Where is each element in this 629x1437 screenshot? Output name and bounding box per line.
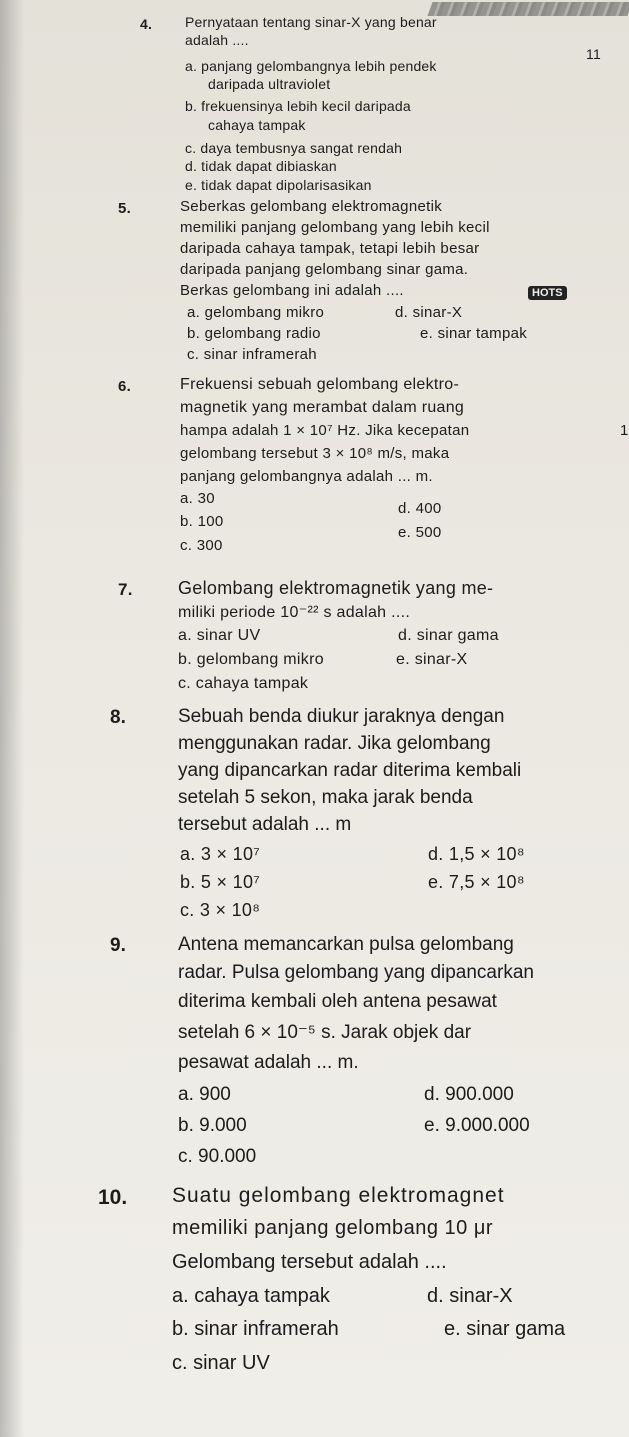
q4-stem-line-2: adalah ....	[185, 32, 249, 48]
q4-option-a: a. panjang gelombangnya lebih pendek	[185, 58, 437, 74]
q5-stem-line-3: daripada cahaya tampak, tetapi lebih besar	[180, 240, 480, 257]
q9-stem-line-3: diterima kembali oleh antena pesawat	[178, 991, 497, 1012]
q4-option-d: d. tidak dapat dibiaskan	[185, 158, 337, 174]
q9-stem-line-1: Antena memancarkan pulsa gelombang	[178, 934, 514, 955]
q4-option-b-cont: cahaya tampak	[208, 117, 306, 133]
q7-stem-line-1: Gelombang elektromagnetik yang me-	[178, 578, 494, 598]
q8-stem-line-3: yang dipancarkan radar diterima kembali	[178, 760, 522, 781]
q6-option-a: a. 30	[180, 490, 215, 507]
q10-option-c: c. sinar UV	[172, 1352, 270, 1374]
q7-option-d: d. sinar gama	[398, 627, 499, 644]
q5-stem-line-5: Berkas gelombang ini adalah ....	[180, 282, 404, 299]
q4-option-a-cont: daripada ultraviolet	[208, 76, 331, 92]
q5-stem-line-4: daripada panjang gelombang sinar gama.	[180, 261, 469, 278]
q4-stem-line-1: Pernyataan tentang sinar-X yang benar	[185, 14, 437, 30]
q8-option-a: a. 3 × 10⁷	[180, 844, 261, 864]
q6-option-e: e. 500	[398, 524, 442, 541]
q10-stem-line-1: Suatu gelombang elektromagnet	[172, 1184, 505, 1207]
q10-option-e: e. sinar gama	[444, 1318, 566, 1340]
q9-option-d: d. 900.000	[424, 1084, 514, 1105]
q10-stem-line-2: memiliki panjang gelombang 10 μr	[172, 1217, 494, 1239]
q6-stem-line-1: Frekuensi sebuah gelombang elektro-	[180, 376, 460, 393]
q6-stem-line-4: gelombang tersebut 3 × 10⁸ m/s, maka	[180, 445, 450, 462]
q9-option-c: c. 90.000	[178, 1146, 257, 1167]
q9-stem-line-5: pesawat adalah ... m.	[178, 1052, 359, 1073]
q10-number: 10.	[98, 1186, 128, 1209]
q10-option-a: a. cahaya tampak	[172, 1285, 330, 1307]
printed-margin-smudge	[427, 2, 629, 16]
q5-option-d: d. sinar-X	[395, 304, 463, 321]
q4-side-mark: 11	[586, 46, 601, 62]
q6-stem-line-5: panjang gelombangnya adalah ... m.	[180, 468, 433, 485]
q4-option-c: c. daya tembusnya sangat rendah	[185, 140, 403, 156]
q8-stem-line-4: setelah 5 sekon, maka jarak benda	[178, 787, 473, 808]
q7-option-a: a. sinar UV	[178, 627, 261, 644]
q5-option-e: e. sinar tampak	[420, 325, 528, 342]
q6-option-c: c. 300	[180, 537, 223, 554]
q6-number: 6.	[118, 378, 132, 395]
q5-stem-line-1: Seberkas gelombang elektromagnetik	[180, 198, 443, 215]
q8-stem-line-5: tersebut adalah ... m	[178, 814, 352, 835]
q9-stem-line-2: radar. Pulsa gelombang yang dipancarkan	[178, 962, 534, 983]
q8-number: 8.	[110, 707, 126, 728]
q9-option-a: a. 900	[178, 1084, 231, 1105]
q7-option-b: b. gelombang mikro	[178, 651, 324, 668]
q6-side-mark: 1	[620, 422, 629, 439]
page-edge-shadow	[0, 0, 24, 1437]
q5-stem-line-2: memiliki panjang gelombang yang lebih kecil	[180, 219, 490, 236]
q8-option-e: e. 7,5 × 10⁸	[428, 872, 525, 892]
q5-option-b: b. gelombang radio	[187, 325, 321, 342]
q4-option-b: b. frekuensinya lebih kecil daripada	[185, 98, 411, 114]
q9-stem-line-4: setelah 6 × 10⁻⁵ s. Jarak objek dar	[178, 1022, 472, 1043]
q8-option-b: b. 5 × 10⁷	[180, 872, 261, 892]
q7-number: 7.	[118, 580, 133, 599]
q10-stem-line-3: Gelombang tersebut adalah ....	[172, 1251, 447, 1273]
q4-number: 4.	[140, 16, 153, 32]
q7-option-c: c. cahaya tampak	[178, 675, 309, 692]
q7-stem-line-2: miliki periode 10⁻²² s adalah ....	[178, 604, 411, 621]
q6-stem-line-2: magnetik yang merambat dalam ruang	[180, 399, 465, 416]
q9-option-b: b. 9.000	[178, 1115, 247, 1136]
hots-badge: HOTS	[528, 283, 567, 301]
q5-number: 5.	[118, 200, 132, 217]
q6-stem-line-3: hampa adalah 1 × 10⁷ Hz. Jika kecepatan	[180, 422, 470, 439]
q6-option-d: d. 400	[398, 500, 442, 517]
q9-number: 9.	[110, 935, 126, 956]
q5-option-c: c. sinar inframerah	[187, 346, 317, 363]
q8-option-c: c. 3 × 10⁸	[180, 900, 261, 920]
q6-option-b: b. 100	[180, 513, 224, 530]
q8-stem-line-1: Sebuah benda diukur jaraknya dengan	[178, 706, 505, 727]
q8-option-d: d. 1,5 × 10⁸	[428, 844, 525, 864]
q9-option-e: e. 9.000.000	[424, 1115, 530, 1136]
q7-option-e: e. sinar-X	[396, 651, 468, 668]
q10-option-d: d. sinar-X	[427, 1285, 513, 1307]
q10-option-b: b. sinar inframerah	[172, 1318, 339, 1340]
q8-stem-line-2: menggunakan radar. Jika gelombang	[178, 733, 491, 754]
q5-option-a: a. gelombang mikro	[187, 304, 325, 321]
q4-option-e: e. tidak dapat dipolarisasikan	[185, 177, 372, 193]
